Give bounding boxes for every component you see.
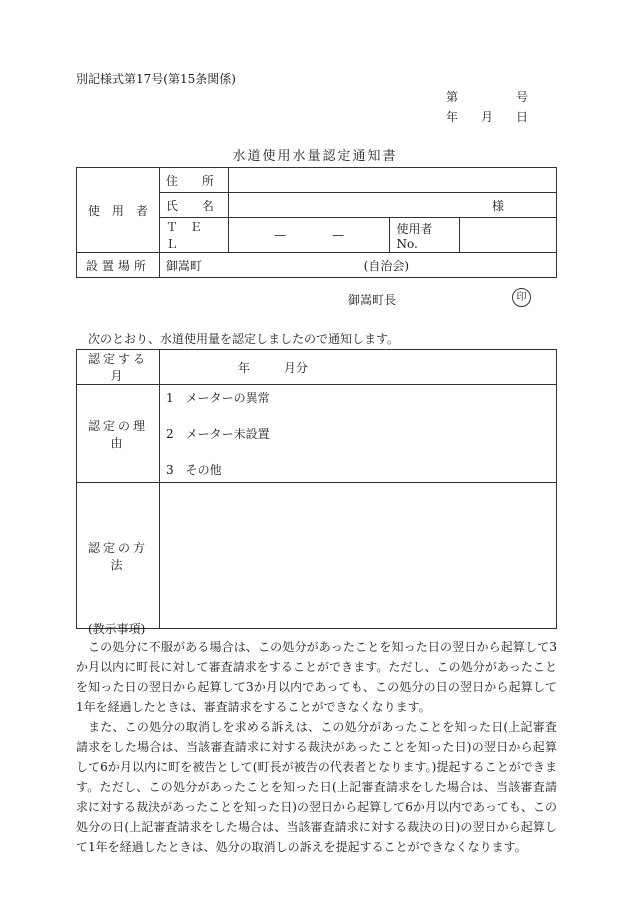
document-title: 水道使用水量認定通知書 xyxy=(232,149,398,164)
tel-dash-1: — xyxy=(274,228,287,242)
document-number xyxy=(446,88,528,105)
tel-dash-2: — xyxy=(332,228,345,242)
user-no-label: 使用者No. xyxy=(390,218,460,253)
notice-paragraph-2: また、この処分の取消しを求める訴えは、この処分があったことを知った日(上記審査請求をした場合は、当該審査請求に対する裁決があったことを知った日)の翌日から起算して6か月以内に町を被告として(町長が被告の代表者となります。)提起することができます。ただし、この処分があったことを知った日(上記審査請求をした場合は、当該審査請求に対する裁決があったことを知った日)の翌日から起算して6か月以内であっても、この処分の日(上記審査請求をした場合は、当該審査請求に対する裁決の日)の翌日から起算して1年を経過したときは、処分の取消しの訴えを提起することができなくなります。 xyxy=(76,720,557,854)
method-label: 認定の方法 xyxy=(77,483,160,629)
notice-heading: (教示事項) xyxy=(88,622,146,636)
issue-date xyxy=(446,108,528,125)
name-field[interactable] xyxy=(228,193,556,218)
reason-option-3[interactable]: 3 その他 xyxy=(166,463,222,477)
mayor-name: 御嵩町長 xyxy=(348,293,397,307)
address-label: 住 所 xyxy=(159,168,228,193)
reason-option-1[interactable]: 1 メーターの異常 xyxy=(166,391,270,405)
reason-label: 認定の理由 xyxy=(77,385,160,483)
install-place-association: (自治会) xyxy=(363,258,410,273)
user-info-table xyxy=(76,167,557,278)
month-label: 認定する月 xyxy=(77,350,160,385)
tel-label: Ｔ Ｅ Ｌ xyxy=(159,218,228,253)
method-field[interactable] xyxy=(160,483,557,629)
form-number: 別記様式第17号(第15条関係) xyxy=(76,72,236,86)
date-year: 年 xyxy=(446,110,459,124)
month-year: 年 xyxy=(238,360,251,375)
lead-text: 次のとおり、水道使用量を認定しましたので通知します。 xyxy=(88,332,400,346)
install-place-label: 設置場所 xyxy=(77,253,160,278)
notice-paragraph-1: この処分に不服がある場合は、この処分があったことを知った日の翌日から起算して3か月以内に町長に対して審査請求をすることができます。ただし、この処分があったことを知った日の翌日から起算して3か月以内であっても、この処分の日の翌日から起算して1年を経過したときは、審査請求をすることができなくなります。 xyxy=(76,640,557,714)
install-place-town: 御嵩町 xyxy=(165,258,202,273)
user-no-field[interactable] xyxy=(460,218,557,253)
date-day: 日 xyxy=(515,110,528,124)
certification-table xyxy=(76,349,557,629)
user-section-label: 使 用 者 xyxy=(77,168,160,253)
reason-field xyxy=(160,385,557,483)
seal-mark: 印 xyxy=(512,288,531,307)
date-month: 月 xyxy=(480,110,493,124)
notice-body xyxy=(76,637,557,857)
honorific: 様 xyxy=(491,198,504,213)
month-month: 月分 xyxy=(283,360,308,375)
month-field[interactable] xyxy=(160,350,557,385)
tel-field[interactable] xyxy=(228,218,390,253)
document-number-prefix: 第 xyxy=(446,90,459,104)
reason-option-2[interactable]: 2 メーター未設置 xyxy=(166,427,270,441)
install-place-field[interactable] xyxy=(159,253,556,278)
name-label: 氏 名 xyxy=(159,193,228,218)
address-field[interactable] xyxy=(228,168,556,193)
document-number-suffix: 号 xyxy=(515,90,528,104)
